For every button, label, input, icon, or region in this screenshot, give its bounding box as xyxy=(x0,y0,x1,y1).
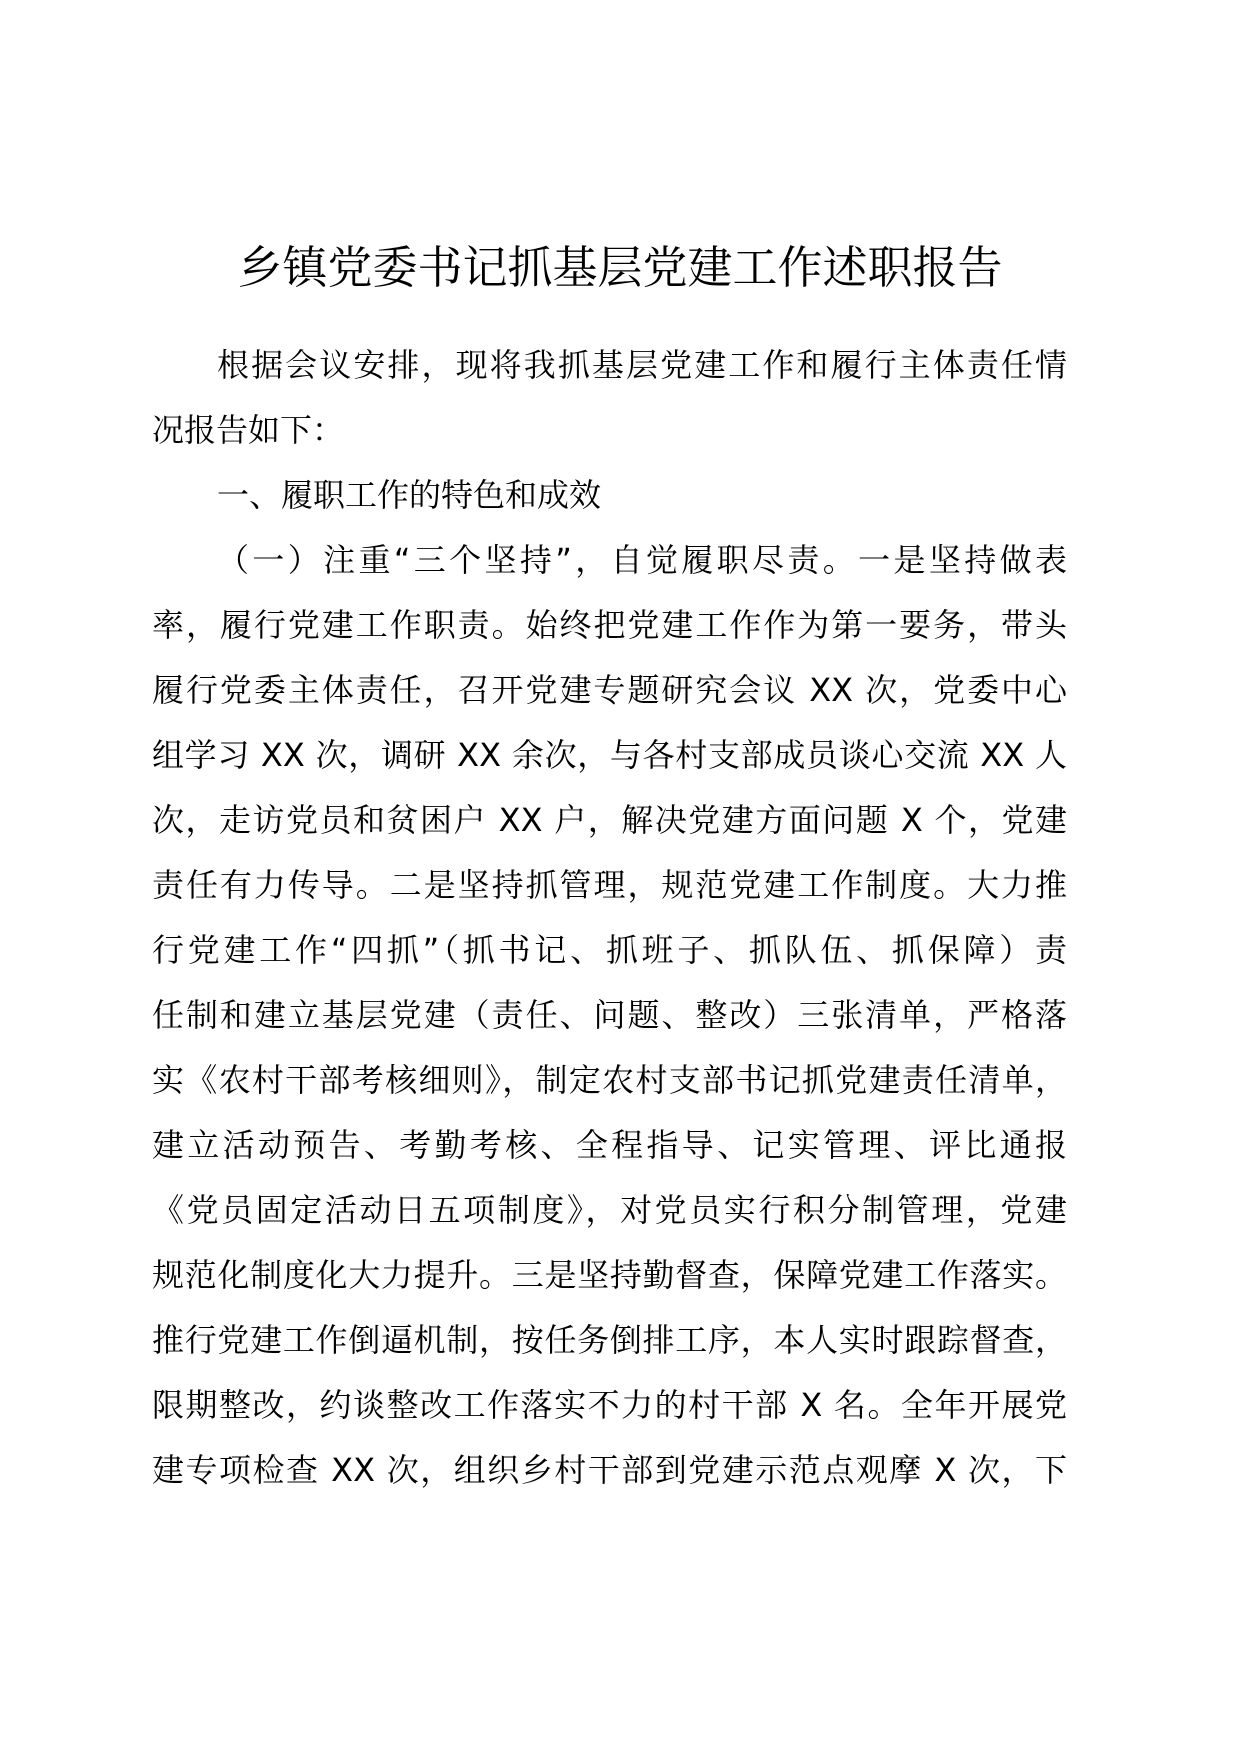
document-title: 乡镇党委书记抓基层党建工作述职报告 xyxy=(237,241,1003,294)
text-line: 任制和建立基层党建（责任、问题、整改）三张清单，严格落 xyxy=(152,996,1067,1034)
text-line: 行党建工作“四抓”（抓书记、抓班子、抓队伍、抓保障）责 xyxy=(152,931,1067,969)
text-line: 组学习 XX 次，调研 XX 余次，与各村支部成员谈心交流 XX 人 xyxy=(152,736,1067,774)
text-line: 实《农村干部考核细则》，制定农村支部书记抓党建责任清单， xyxy=(152,1061,1067,1099)
text-line: 建立活动预告、考勤考核、全程指导、记实管理、评比通报 xyxy=(152,1126,1067,1164)
text-line: 次，走访党员和贫困户 XX 户，解决党建方面问题 X 个，党建 xyxy=(152,801,1067,839)
text-line: 况报告如下： xyxy=(152,411,345,449)
text-line: 责任有力传导。二是坚持抓管理，规范党建工作制度。大力推 xyxy=(152,866,1067,904)
text-line: 率，履行党建工作职责。始终把党建工作作为第一要务，带头 xyxy=(152,606,1067,644)
text-line: 限期整改，约谈整改工作落实不力的村干部 X 名。全年开展党 xyxy=(152,1386,1067,1424)
text-line: 履行党委主体责任，召开党建专题研究会议 XX 次，党委中心 xyxy=(152,671,1067,709)
text-line: 建专项检查 XX 次，组织乡村干部到党建示范点观摩 X 次，下 xyxy=(152,1451,1067,1489)
text-line: 推行党建工作倒逼机制，按任务倒排工序，本人实时跟踪督查， xyxy=(152,1321,1067,1359)
text-line: （一）注重“三个坚持”，自觉履职尽责。一是坚持做表 xyxy=(217,541,1067,579)
text-line: 根据会议安排，现将我抓基层党建工作和履行主体责任情 xyxy=(217,346,1067,384)
text-line: 《党员固定活动日五项制度》，对党员实行积分制管理，党建 xyxy=(152,1191,1067,1229)
section-heading: 一、履职工作的特色和成效 xyxy=(217,476,602,514)
text-line: 规范化制度化大力提升。三是坚持勤督查，保障党建工作落实。 xyxy=(152,1256,1067,1294)
